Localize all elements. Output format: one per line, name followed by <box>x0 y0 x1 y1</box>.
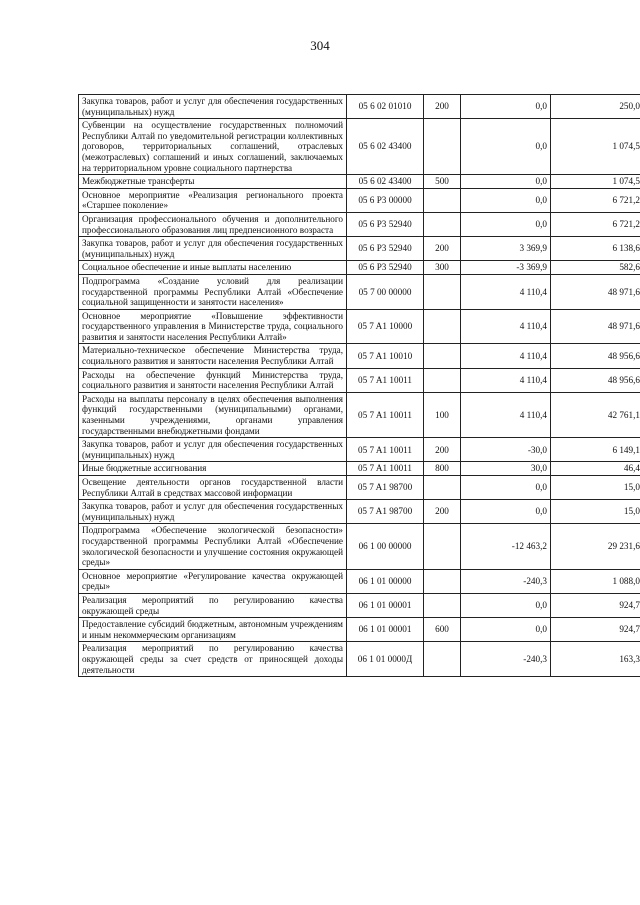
row-expense-type-cell <box>424 569 461 593</box>
table-row <box>79 344 640 368</box>
table-row <box>79 95 640 119</box>
row-code-cell: 05 7 A1 10011 <box>347 392 424 437</box>
row-name-cell: Расходы на обеспечение функций Министерства труда, социального развития и занятости населения Республики Алтай <box>79 368 347 392</box>
row-code-cell: 05 6 02 01010 <box>347 95 424 119</box>
row-change-cell: -12 463,2 <box>461 524 551 569</box>
row-total-cell: 924,7 <box>551 618 640 642</box>
row-expense-type-cell <box>424 524 461 569</box>
row-code-cell: 05 7 A1 10000 <box>347 309 424 344</box>
row-change-cell: 0,0 <box>461 175 551 189</box>
row-total-cell: 163,3 <box>551 642 640 677</box>
table-row <box>79 309 640 344</box>
row-code-cell: 05 7 A1 98700 <box>347 500 424 524</box>
row-code-cell: 05 6 P3 00000 <box>347 188 424 212</box>
row-total-cell: 46,4 <box>551 462 640 476</box>
row-total-cell: 15,0 <box>551 476 640 500</box>
row-name-cell: Основное мероприятие «Реализация регионального проекта «Старшее поколение» <box>79 188 347 212</box>
row-name-cell: Освещение деятельности органов государственной власти Республики Алтай в средствах массовой информации <box>79 476 347 500</box>
row-total-cell: 1 074,5 <box>551 119 640 175</box>
row-change-cell: 0,0 <box>461 500 551 524</box>
row-total-cell: 42 761,1 <box>551 392 640 437</box>
table-row <box>79 569 640 593</box>
row-change-cell: 0,0 <box>461 618 551 642</box>
row-total-cell: 250,0 <box>551 95 640 119</box>
row-change-cell: 4 110,4 <box>461 274 551 309</box>
row-code-cell: 06 1 01 00001 <box>347 593 424 617</box>
row-total-cell: 924,7 <box>551 593 640 617</box>
row-total-cell: 6 721,2 <box>551 188 640 212</box>
table-row <box>79 261 640 275</box>
row-change-cell: 3 369,9 <box>461 237 551 261</box>
row-name-cell: Закупка товаров, работ и услуг для обеспечения государственных (муниципальных) нужд <box>79 237 347 261</box>
table-row <box>79 462 640 476</box>
row-name-cell: Основное мероприятие «Регулирование качества окружающей среды» <box>79 569 347 593</box>
row-expense-type-cell <box>424 593 461 617</box>
row-expense-type-cell: 200 <box>424 500 461 524</box>
table-row <box>79 368 640 392</box>
row-change-cell: 30,0 <box>461 462 551 476</box>
row-code-cell: 05 7 A1 10011 <box>347 462 424 476</box>
budget-table <box>78 94 640 677</box>
table-row <box>79 500 640 524</box>
row-change-cell: 0,0 <box>461 119 551 175</box>
table-row <box>79 524 640 569</box>
row-name-cell: Основное мероприятие «Повышение эффективности государственного управления в Министерстве труда, социального развития и занятости населения Республики Алтай» <box>79 309 347 344</box>
table-row <box>79 175 640 189</box>
row-code-cell: 06 1 01 00001 <box>347 618 424 642</box>
row-expense-type-cell: 800 <box>424 462 461 476</box>
row-code-cell: 05 7 A1 10011 <box>347 438 424 462</box>
table-row <box>79 274 640 309</box>
row-total-cell: 48 971,6 <box>551 309 640 344</box>
row-expense-type-cell <box>424 309 461 344</box>
row-change-cell: -240,3 <box>461 642 551 677</box>
row-expense-type-cell <box>424 344 461 368</box>
row-name-cell: Реализация мероприятий по регулированию качества окружающей среды <box>79 593 347 617</box>
row-code-cell: 05 6 P3 52940 <box>347 237 424 261</box>
table-row <box>79 212 640 236</box>
row-expense-type-cell: 200 <box>424 95 461 119</box>
row-expense-type-cell: 200 <box>424 438 461 462</box>
row-total-cell: 29 231,6 <box>551 524 640 569</box>
row-total-cell: 6 721,2 <box>551 212 640 236</box>
row-code-cell: 06 1 01 00000 <box>347 569 424 593</box>
row-name-cell: Закупка товаров, работ и услуг для обеспечения государственных (муниципальных) нужд <box>79 438 347 462</box>
row-change-cell: 4 110,4 <box>461 392 551 437</box>
row-name-cell: Подпрограмма «Создание условий для реализации государственной программы Республики Алтай «Обеспечение социальной защищенности и занятости населения» <box>79 274 347 309</box>
row-name-cell: Подпрограмма «Обеспечение экологической безопасности» государственной программы Республики Алтай «Обеспечение экологической безопасности и улучшение состояния окружающей среды» <box>79 524 347 569</box>
row-change-cell: 0,0 <box>461 476 551 500</box>
row-code-cell: 05 6 02 43400 <box>347 119 424 175</box>
row-total-cell: 48 971,6 <box>551 274 640 309</box>
row-code-cell: 05 7 A1 10011 <box>347 368 424 392</box>
row-change-cell: 4 110,4 <box>461 309 551 344</box>
row-name-cell: Расходы на выплаты персоналу в целях обеспечения выполнения функций государственными (муниципальными) органами, казенными учреждениями, органами управления государственными внебюджетными фондами <box>79 392 347 437</box>
row-expense-type-cell <box>424 274 461 309</box>
table-row <box>79 392 640 437</box>
row-name-cell: Материально-техническое обеспечение Министерства труда, социального развития и занятости населения Республики Алтай <box>79 344 347 368</box>
table-row <box>79 237 640 261</box>
row-expense-type-cell: 500 <box>424 175 461 189</box>
row-change-cell: 4 110,4 <box>461 344 551 368</box>
row-name-cell: Реализация мероприятий по регулированию качества окружающей среды за счет средств от приносящей доходы деятельности <box>79 642 347 677</box>
table-row <box>79 188 640 212</box>
row-expense-type-cell <box>424 476 461 500</box>
row-name-cell: Субвенции на осуществление государственных полномочий Республики Алтай по уведомительной регистрации коллективных договоров, территориальных соглашений, отраслевых (межотраслевых) соглашений и иных соглашений, заключаемых на территориальном уровне социального партнерства <box>79 119 347 175</box>
row-total-cell: 15,0 <box>551 500 640 524</box>
table-row <box>79 119 640 175</box>
row-name-cell: Закупка товаров, работ и услуг для обеспечения государственных (муниципальных) нужд <box>79 500 347 524</box>
row-change-cell: 0,0 <box>461 95 551 119</box>
table-row <box>79 438 640 462</box>
row-code-cell: 06 1 00 00000 <box>347 524 424 569</box>
row-change-cell: -30,0 <box>461 438 551 462</box>
row-change-cell: 0,0 <box>461 188 551 212</box>
row-name-cell: Предоставление субсидий бюджетным, автономным учреждениям и иным некоммерческим организациям <box>79 618 347 642</box>
row-expense-type-cell: 300 <box>424 261 461 275</box>
row-code-cell: 06 1 01 0000Д <box>347 642 424 677</box>
row-total-cell: 1 074,5 <box>551 175 640 189</box>
row-code-cell: 05 6 P3 52940 <box>347 212 424 236</box>
page-number: 304 <box>310 38 330 53</box>
row-code-cell: 05 7 A1 98700 <box>347 476 424 500</box>
table-row <box>79 618 640 642</box>
row-total-cell: 582,6 <box>551 261 640 275</box>
row-name-cell: Организация профессионального обучения и дополнительного профессионального образования лиц предпенсионного возраста <box>79 212 347 236</box>
table-row <box>79 593 640 617</box>
row-expense-type-cell: 200 <box>424 237 461 261</box>
row-expense-type-cell: 100 <box>424 392 461 437</box>
row-total-cell: 6 149,1 <box>551 438 640 462</box>
row-total-cell: 6 138,6 <box>551 237 640 261</box>
table-row <box>79 642 640 677</box>
table-row <box>79 476 640 500</box>
row-name-cell: Закупка товаров, работ и услуг для обеспечения государственных (муниципальных) нужд <box>79 95 347 119</box>
row-code-cell: 05 6 P3 52940 <box>347 261 424 275</box>
row-expense-type-cell <box>424 368 461 392</box>
row-expense-type-cell <box>424 212 461 236</box>
row-change-cell: -3 369,9 <box>461 261 551 275</box>
row-expense-type-cell <box>424 642 461 677</box>
row-name-cell: Социальное обеспечение и иные выплаты населению <box>79 261 347 275</box>
row-total-cell: 48 956,6 <box>551 368 640 392</box>
row-total-cell: 48 956,6 <box>551 344 640 368</box>
row-change-cell: 0,0 <box>461 212 551 236</box>
row-change-cell: 0,0 <box>461 593 551 617</box>
row-name-cell: Межбюджетные трансферты <box>79 175 347 189</box>
row-expense-type-cell: 600 <box>424 618 461 642</box>
row-code-cell: 05 7 00 00000 <box>347 274 424 309</box>
row-code-cell: 05 6 02 43400 <box>347 175 424 189</box>
row-name-cell: Иные бюджетные ассигнования <box>79 462 347 476</box>
row-total-cell: 1 088,0 <box>551 569 640 593</box>
row-code-cell: 05 7 A1 10010 <box>347 344 424 368</box>
budget-table-body <box>79 95 640 677</box>
row-change-cell: -240,3 <box>461 569 551 593</box>
row-expense-type-cell <box>424 119 461 175</box>
row-change-cell: 4 110,4 <box>461 368 551 392</box>
row-expense-type-cell <box>424 188 461 212</box>
